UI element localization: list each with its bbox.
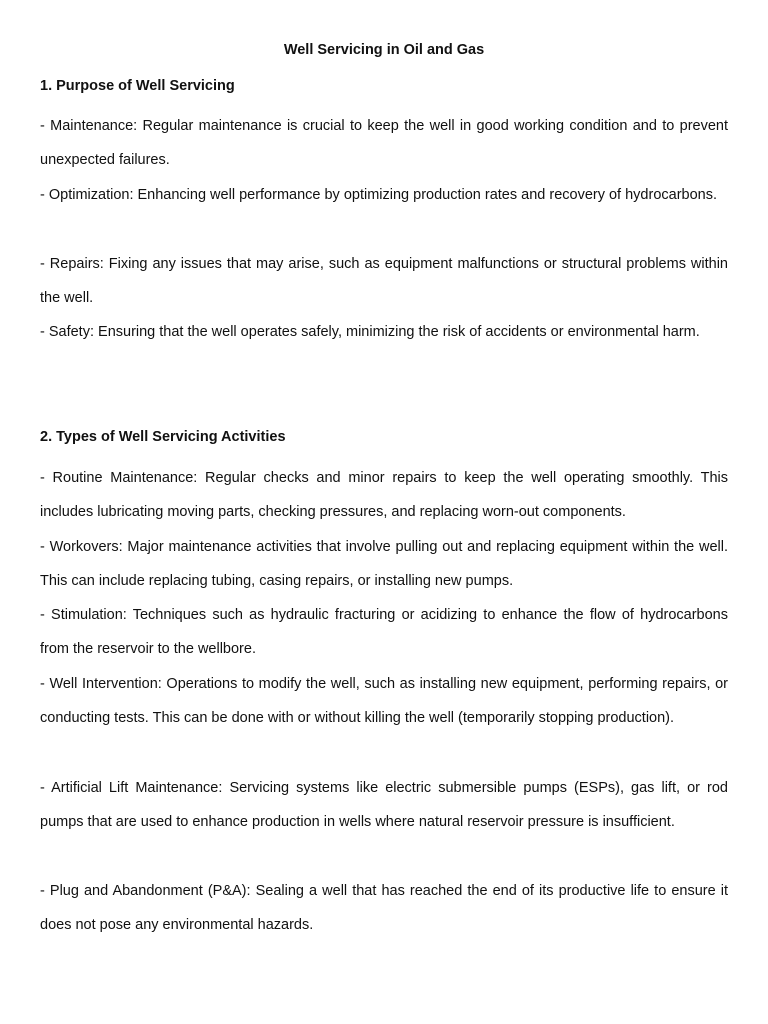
paragraph-stimulation: - Stimulation: Techniques such as hydraulic fracturing or acidizing to enhance the flow of hydrocarbons from the reservoir to the wellbore. xyxy=(40,607,728,658)
paragraph-workovers: - Workovers: Major maintenance activities that involve pulling out and replacing equipment within the well. This can include replacing tubing, casing repairs, or installing new pumps. xyxy=(40,539,728,590)
paragraph-well-intervention: - Well Intervention: Operations to modify the well, such as installing new equipment, performing repairs, or conducting tests. This can be done with or without killing the well (temporarily stopping production). xyxy=(40,676,728,727)
section-heading-types: 2. Types of Well Servicing Activities xyxy=(40,429,286,445)
paragraph-optimization: - Optimization: Enhancing well performance by optimizing production rates and recovery of hydrocarbons. xyxy=(40,187,718,203)
paragraph-artificial-lift: - Artificial Lift Maintenance: Servicing systems like electric submersible pumps (ESPs), gas lift, or rod pumps that are used to enhance production in wells where natural reservoir pressure is insufficient. xyxy=(40,780,728,831)
paragraph-repairs: - Repairs: Fixing any issues that may arise, such as equipment malfunctions or structural problems within the well. xyxy=(40,256,728,307)
section-heading-purpose: 1. Purpose of Well Servicing xyxy=(40,78,235,94)
paragraph-maintenance: - Maintenance: Regular maintenance is crucial to keep the well in good working condition and to prevent unexpected failures. xyxy=(40,118,728,169)
paragraph-plug-and-abandonment: - Plug and Abandonment (P&A): Sealing a well that has reached the end of its productive life to ensure it does not pose any environmental hazards. xyxy=(40,883,728,934)
paragraph-safety: - Safety: Ensuring that the well operates safely, minimizing the risk of accidents or environmental harm. xyxy=(40,324,700,340)
document-title: Well Servicing in Oil and Gas xyxy=(283,42,485,58)
paragraph-routine-maintenance: - Routine Maintenance: Regular checks and minor repairs to keep the well operating smoothly. This includes lubricating moving parts, checking pressures, and replacing worn-out components. xyxy=(40,470,728,521)
